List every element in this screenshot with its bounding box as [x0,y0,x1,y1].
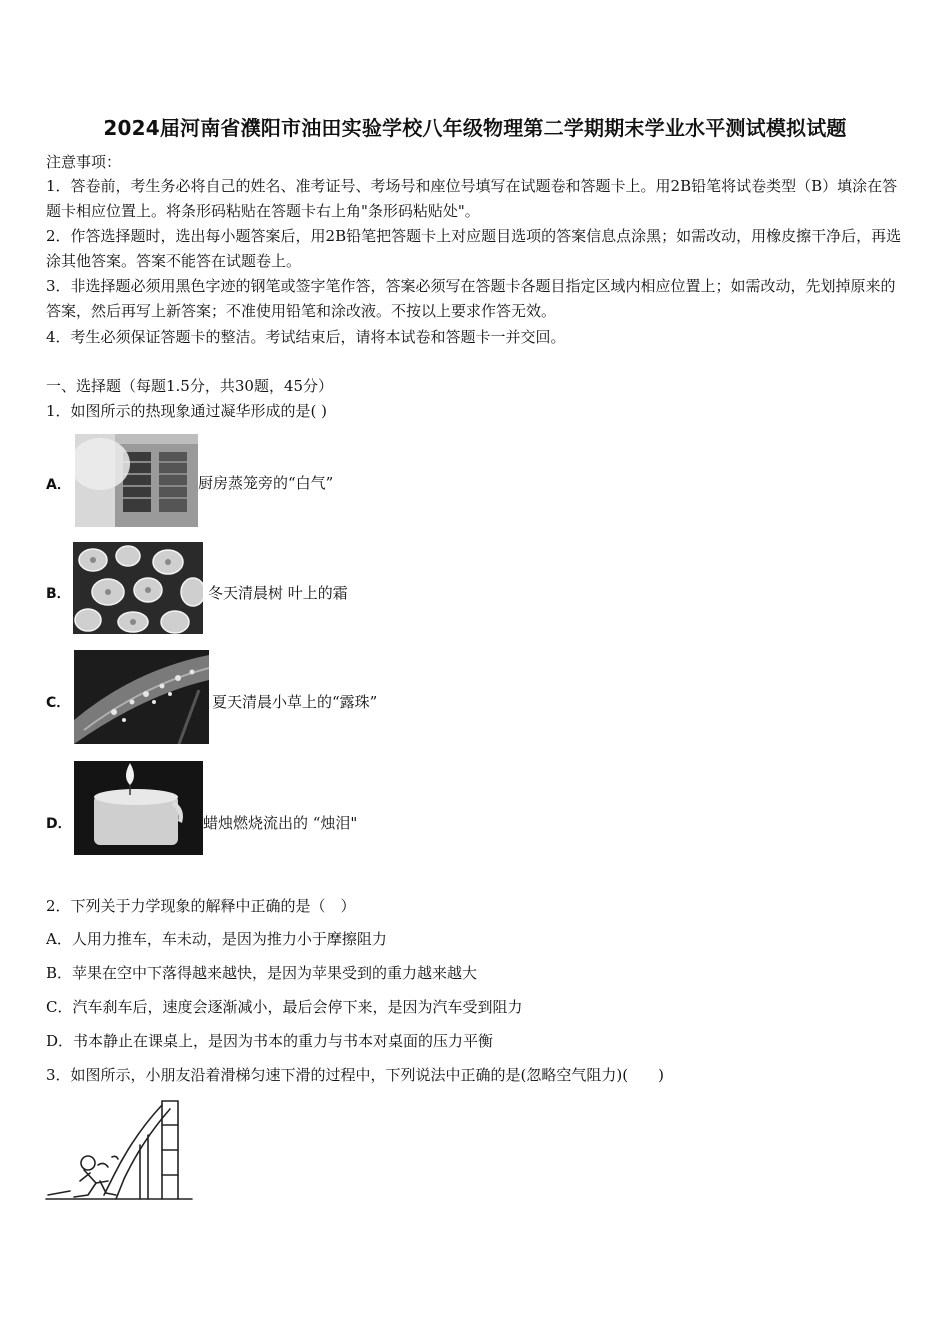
notice-item-3: 3．非选择题必须用黑色字迹的钢笔或签字笔作答，答案必须写在答题卡各题目指定区域内相应位置上；如需改动，先划掉原来的答案，然后再写上新答案；不准使用铅笔和涂改液。不按以上要求作答无效。 [46,277,896,320]
notice-item-4: 4．考生必须保证答题卡的整洁。考试结束后，请将本试卷和答题卡一并交回。 [46,328,566,346]
question-3-stem: 3．如图所示，小朋友沿着滑梯匀速下滑的过程中，下列说法中正确的是(忽略空气阻力)( ) [46,1066,664,1084]
q1-option-c-text: 夏天清晨小草上的“露珠” [212,693,378,711]
question-2-stem: 2．下列关于力学现象的解释中正确的是（ ） [46,897,356,915]
slide-drawing-icon [44,1095,194,1210]
exam-title: 2024届河南省濮阳市油田实验学校八年级物理第二学期期末学业水平测试模拟试题 [103,116,847,140]
candle-photo-icon [74,761,203,855]
notice-item-1: 1．答卷前，考生务必将自己的姓名、准考证号、考场号和座位号填写在试题卷和答题卡上。用2B铅笔将试卷类型（B）填涂在答题卡相应位置上。将条形码粘贴在答题卡右上角"条形码粘贴处"。 [46,177,898,220]
q1-option-d-text: 蜡烛燃烧流出的 “烛泪" [203,814,358,832]
notice-item-2: 2．作答选择题时，选出每小题答案后，用2B铅笔把答题卡上对应题目选项的答案信息点涂黑；如需改动，用橡皮擦干净后，再选涂其他答案。答案不能答在试题卷上。 [46,227,902,270]
q2-option-d: D．书本静止在课桌上，是因为书本的重力与书本对桌面的压力平衡 [46,1032,494,1050]
section-heading: 一、选择题（每题1.5分，共30题，45分） [46,377,334,395]
q2-option-a: A．人用力推车，车未动，是因为推力小于摩擦阻力 [46,930,387,948]
q2-option-b: B．苹果在空中下落得越来越快，是因为苹果受到的重力越来越大 [46,964,478,982]
q1-option-a-letter: A． [46,477,71,493]
notice-heading: 注意事项： [46,153,122,171]
q1-option-b-text: 冬天清晨树 叶上的霜 [208,584,348,602]
q1-option-d-letter: D． [46,816,72,832]
q1-option-a-text: 厨房蒸笼旁的“白气” [198,474,334,492]
dew-grass-photo-icon [74,650,209,744]
q2-option-c: C．汽车刹车后，速度会逐渐减小，最后会停下来，是因为汽车受到阻力 [46,998,523,1016]
steamer-photo-icon [75,434,198,527]
frost-leaves-photo-icon [73,542,203,634]
question-1-stem: 1．如图所示的热现象通过凝华形成的是( ) [46,402,328,420]
q1-option-c-letter: C． [46,695,71,711]
q1-option-b-letter: B． [46,586,71,602]
